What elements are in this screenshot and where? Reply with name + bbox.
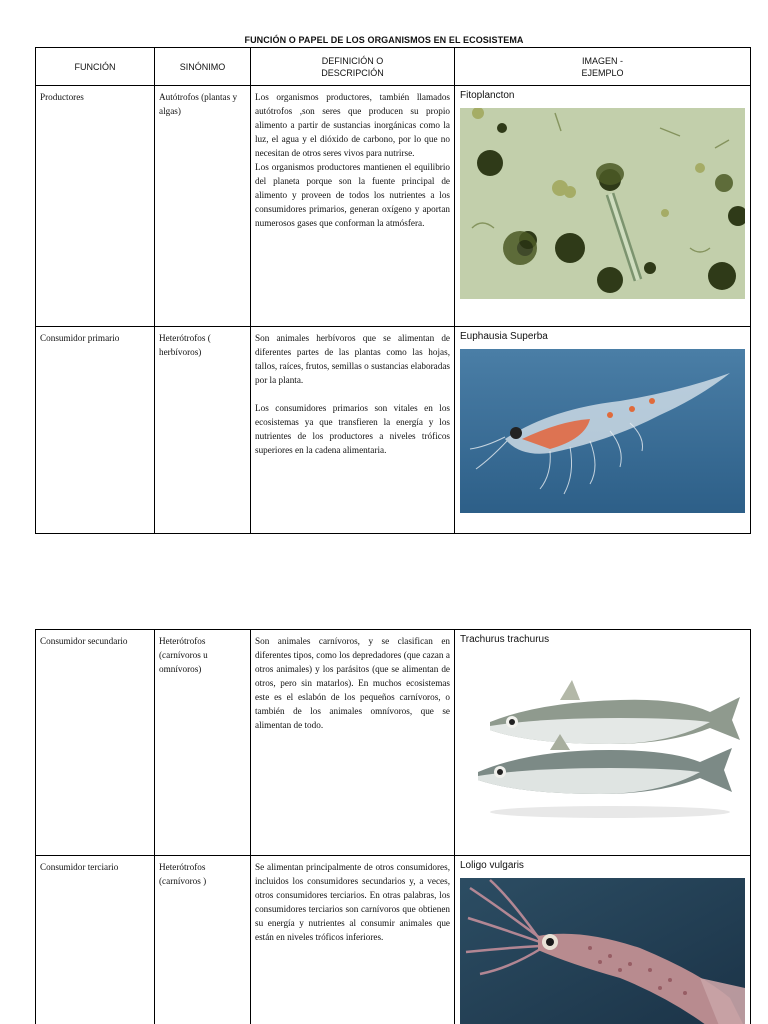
descripcion-paragraph: Son animales herbívoros que se alimentan de diferentes partes de las plantas como las hojas, tallos, raíces, frutos, semillas o sustancias elaboradas por la planta. <box>255 333 450 385</box>
cell-descripcion <box>251 86 455 327</box>
descripcion-paragraph: Los organismos productores, también llamados autótrofos ,son seres que producen su propio alimento a partir de sustancias inorgánicas como la luz, el agua y el dióxido de carbono, por lo que no necesitan de otros seres vivos para nutrirse. <box>255 92 450 158</box>
table-row-consumidor-secundario <box>36 630 751 856</box>
header-imagen: IMAGEN - EJEMPLO <box>455 48 751 86</box>
cell-funcion: Consumidor secundario <box>36 630 155 856</box>
cell-ejemplo <box>455 856 751 1024</box>
header-definicion: DEFINICIÓN O DESCRIPCIÓN <box>251 48 455 86</box>
cell-ejemplo <box>455 630 751 856</box>
cell-sinonimo: Heterótrofos ( herbívoros) <box>155 327 251 534</box>
descripcion-paragraph: Son animales carnívoros, y se clasifican en diferentes tipos, como los depredadores (que cazan a otros animales) y los parásitos (que se alimentan de otros, pero sin matarlos). En muchos ecosistemas este es el eslabón de los pequeños carnívoros, o también de los animales omnívoros, que se alimentan de todo. <box>255 636 450 730</box>
cell-funcion: Consumidor terciario <box>36 856 155 1024</box>
cell-descripcion <box>251 630 455 856</box>
descripcion-paragraph: Los organismos productores mantienen el equilibrio del planeta porque son la fuente principal de alimento y proveen de todos los nutrientes a los consumidores primarios, generan oxígeno y aportan numerosos gases que conforman la atmósfera. <box>255 162 450 228</box>
cell-ejemplo <box>455 327 751 534</box>
ejemplo-name: Fitoplancton <box>460 90 515 101</box>
cell-funcion: Productores <box>36 86 155 327</box>
descripcion-paragraph: Se alimentan principalmente de otros consumidores, incluidos los consumidores secundarios y, a veces, otros consumidores terciarios. En otras palabras, los consumidores terciarios son carnívoros que obtienen su energía y nutrientes al consumir animales que están en niveles tróficos inferiores. <box>255 862 450 942</box>
cell-descripcion <box>251 327 455 534</box>
mackerel-photo-image <box>460 652 745 837</box>
cell-funcion: Consumidor primario <box>36 327 155 534</box>
cell-descripcion <box>251 856 455 1024</box>
descripcion-paragraph: Los consumidores primarios son vitales en los ecosistemas ya que transfieren la energía y los nutrientes de los productores a niveles tróficos superiores en la cadena alimentaria. <box>255 403 450 455</box>
document-title: FUNCIÓN O PAPEL DE LOS ORGANISMOS EN EL ECOSISTEMA <box>244 35 524 45</box>
cell-sinonimo: Autótrofos (plantas y algas) <box>155 86 251 327</box>
squid-photo-image <box>460 878 745 1024</box>
table-header-row <box>36 48 751 86</box>
cell-sinonimo: Heterótrofos (carnívoros u omnívoros) <box>155 630 251 856</box>
cell-sinonimo: Heterótrofos (carnívoros ) <box>155 856 251 1024</box>
cell-ejemplo <box>455 86 751 327</box>
organisms-table-1 <box>35 47 751 534</box>
table-row-consumidor-primario <box>36 327 751 534</box>
organisms-table-2 <box>35 629 751 1024</box>
header-sinonimo: SINÓNIMO <box>155 48 251 86</box>
krill-photo-image <box>460 349 745 513</box>
ejemplo-name: Euphausia Superba <box>460 331 548 342</box>
plankton-micrograph-image <box>460 108 745 299</box>
ejemplo-name: Trachurus trachurus <box>460 634 550 645</box>
table-row-productores <box>36 86 751 327</box>
ejemplo-name: Loligo vulgaris <box>460 860 524 871</box>
header-funcion: FUNCIÓN <box>36 48 155 86</box>
table-row-consumidor-terciario <box>36 856 751 1024</box>
